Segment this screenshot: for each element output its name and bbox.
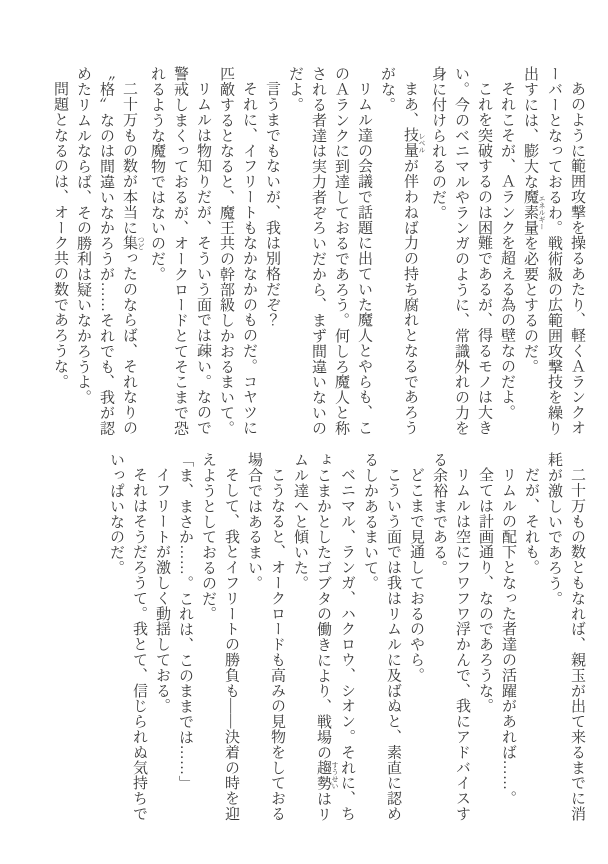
furigana-reading: レベル (418, 127, 426, 159)
paragraph: 二十万もの数ともなれば、親玉が出て来るまでに消耗が激しいであろう。 (546, 452, 585, 822)
paragraph: それはそうだろうて。我とて、信じられぬ気持ちでいっぱいなのだ。 (108, 452, 147, 822)
furigana-reading: すうせい (331, 760, 339, 791)
paragraph: だが、それも。 (523, 467, 539, 575)
paragraph: まあ、技量 レベルが伴わねば力の持ち腐れとなるであろうがな。 (379, 66, 426, 436)
paragraph: そして、我とイフリートの勝負も――決着の時を迎えようとしておるのだ。 (200, 452, 239, 822)
furigana-reading: つど (137, 235, 145, 251)
paragraph: どこまで見通しておるのやら。 (408, 467, 424, 683)
paragraph: 二十万もの数が本当に集 つどったのならば、それなりの〝格〟なのは間違いなかろうが……それでも、我が認めたリムルならば、その勝利は疑いなかろうよ。 (75, 66, 145, 436)
paragraph: リムルの配下となった者達の活躍があれば……。 (500, 467, 516, 806)
paragraph: 全ては計画通り、なのであろうな。 (477, 467, 493, 714)
furigana-term: 趨勢 すうせい (315, 760, 339, 791)
paragraph: リムルは物知りだが、そういう面では疎い。なので警戒しまくっておるが、オークロードとてそこまで恐れるような魔物ではないのだ。 (149, 66, 211, 436)
furigana-reading: エネルギー (538, 189, 546, 236)
paragraph: こうなると、オークロードも高みの見物をしておる場合ではあるまい。 (246, 452, 285, 822)
page-text-block-top (48, 66, 588, 446)
paragraph: これを突破するのは困難であるが、得るモノは大きい。今のベニマルやランガのように、常識外れの力を身に付けられるのだ。 (430, 66, 492, 436)
paragraph: 言うまでもないが、我は別格だぞ？ (264, 81, 280, 328)
paragraph: こういう面では我はリムルに及ばぬと、素直に認めるしかあるまいて。 (362, 452, 401, 822)
paragraph: リムル達の会議で話題に出ていた魔人とやらも、このＡランクに到達しておるであろう。何しろ魔人と称される者達は実力者ぞろいだから、まず間違いないのだよ。 (287, 66, 372, 436)
paragraph: ベニマル、ランガ、ハクロウ、シオン。それに、ちょこまかとしたゴブタの働きにより、戦場の趨勢 すうせいはリムル達へと傾いた。 (292, 452, 355, 822)
paragraph: それこそが、Ａランクを超える為の壁なのだよ。 (499, 81, 515, 420)
paragraph: あのように範囲攻撃を操るあたり、軽くＡランクオーバーとなっておるわ。戦術級の広範囲攻撃技を繰り出すには、膨大な魔素量 エネルギーを必要とするのだ。 (522, 66, 585, 436)
paragraph: リムルは空にフワフワ浮かんで、我にアドバイスする余裕まである。 (431, 452, 470, 822)
furigana-term: 魔素量 エネルギー (522, 189, 546, 236)
furigana-term: 集 つど (121, 235, 145, 251)
furigana-term: 技量 レベル (402, 127, 426, 159)
paragraph: 問題となるのは、オーク共の数であろうな。 (52, 81, 68, 389)
paragraph: イフリートが激しく動揺しておる。 (154, 467, 170, 714)
page-text-block-bottom (104, 452, 588, 834)
paragraph: それに、イフリートもなかなかのものだ。コヤツに匹敵するとなると、魔王共の幹部級しかおるまいて。 (218, 66, 257, 436)
paragraph: 「ま、まさか……。これは、このままでは……」 (177, 452, 193, 791)
